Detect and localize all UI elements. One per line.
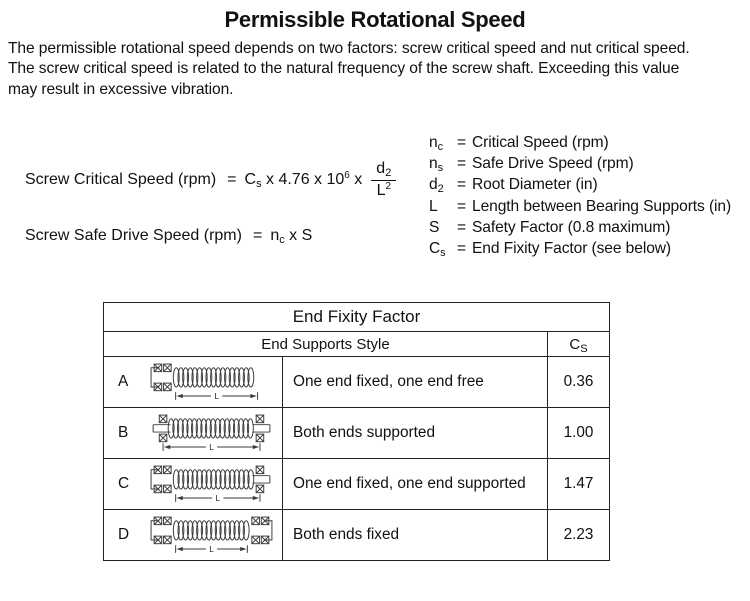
fraction-denominator: $L^2$	[376, 180, 392, 199]
column-header-cs: $C_S$	[548, 332, 610, 357]
variable-description: Critical Speed (rpm)	[472, 133, 609, 151]
variable-description: Safety Factor (0.8 maximum)	[472, 218, 671, 236]
end-fixity-table	[103, 302, 610, 561]
variable-definition: Cs = End Fixity Factor (see below)	[429, 240, 672, 260]
formula-body: x 4.76 x $10^6$ x	[261, 170, 363, 188]
table-row	[104, 357, 610, 408]
svg-text:L: L	[214, 391, 219, 401]
table-header-row	[104, 332, 610, 357]
table-title-row	[104, 303, 610, 332]
formula-label: Screw Critical Speed (rpm)	[25, 171, 217, 188]
intro-paragraph	[8, 39, 746, 100]
column-header-end-supports-style: End Supports Style	[104, 332, 548, 357]
variable-description: Length between Bearing Supports (in)	[472, 197, 732, 215]
intro-line: The permissible rotational speed depends on two factors: screw critical speed and nut critical speed.	[8, 40, 690, 57]
variable-description: Safe Drive Speed (rpm)	[472, 154, 634, 172]
variable-definition: ns = Safe Drive Speed (rpm)	[429, 154, 634, 174]
end-style-description: Both ends fixed	[283, 510, 548, 561]
formula-screw-safe-drive-speed	[25, 226, 312, 246]
variable-definition: d2 = Root Diameter (in)	[429, 176, 598, 196]
formula-body: nc x S	[270, 227, 313, 246]
row-letter: C	[118, 475, 130, 492]
page-title: Permissible Rotational Speed	[224, 7, 526, 32]
coefficient-symbol: Cs	[244, 171, 262, 190]
table-row	[104, 408, 610, 459]
equals-sign: =	[227, 171, 237, 188]
formula-screw-critical-speed	[25, 158, 396, 202]
intro-line: may result in excessive vibration.	[8, 80, 234, 98]
variable-description: Root Diameter (in)	[472, 176, 598, 194]
fraction-numerator: d2	[371, 160, 396, 181]
variable-definition: L = Length between Bearing Supports (in)	[429, 197, 732, 215]
variable-symbol: nc	[429, 133, 443, 153]
variable-symbol: S	[429, 218, 440, 236]
fraction	[371, 160, 396, 201]
intro-line: The screw critical speed is related to the natural frequency of the screw shaft. Exceeding this value	[8, 60, 680, 78]
row-letter: A	[118, 373, 129, 390]
cs-value: 1.00	[548, 408, 610, 459]
equals-sign: =	[252, 227, 263, 244]
end-style-description: One end fixed, one end supported	[283, 459, 548, 510]
variable-symbol: ns	[429, 154, 443, 174]
svg-text:L: L	[215, 493, 221, 503]
row-letter: B	[118, 424, 129, 441]
row-letter: D	[118, 526, 130, 543]
end-style-description: Both ends supported	[283, 408, 548, 459]
end-support-diagram	[148, 363, 275, 402]
cs-value: 1.47	[548, 459, 610, 510]
variable-symbol: L	[429, 197, 438, 215]
cs-value: 0.36	[548, 357, 610, 408]
table-title: End Fixity Factor	[104, 303, 610, 332]
cs-value: 2.23	[548, 510, 610, 561]
svg-text:L: L	[209, 544, 214, 554]
variable-description: End Fixity Factor (see below)	[472, 240, 672, 258]
table-row	[104, 510, 610, 561]
variable-definitions	[429, 132, 731, 260]
end-support-diagram	[148, 516, 275, 555]
end-style-description: One end fixed, one end free	[283, 357, 548, 408]
variable-symbol: d2	[429, 176, 444, 196]
formula-label: Screw Safe Drive Speed (rpm)	[25, 227, 242, 244]
svg-text:L: L	[209, 442, 214, 452]
variable-definition: S = Safety Factor (0.8 maximum)	[429, 218, 671, 236]
end-support-diagram	[148, 465, 275, 504]
variable-symbol: Cs	[429, 240, 446, 260]
end-support-diagram	[148, 414, 275, 453]
variable-definition: nc = Critical Speed (rpm)	[429, 133, 609, 153]
table-row	[104, 459, 610, 510]
